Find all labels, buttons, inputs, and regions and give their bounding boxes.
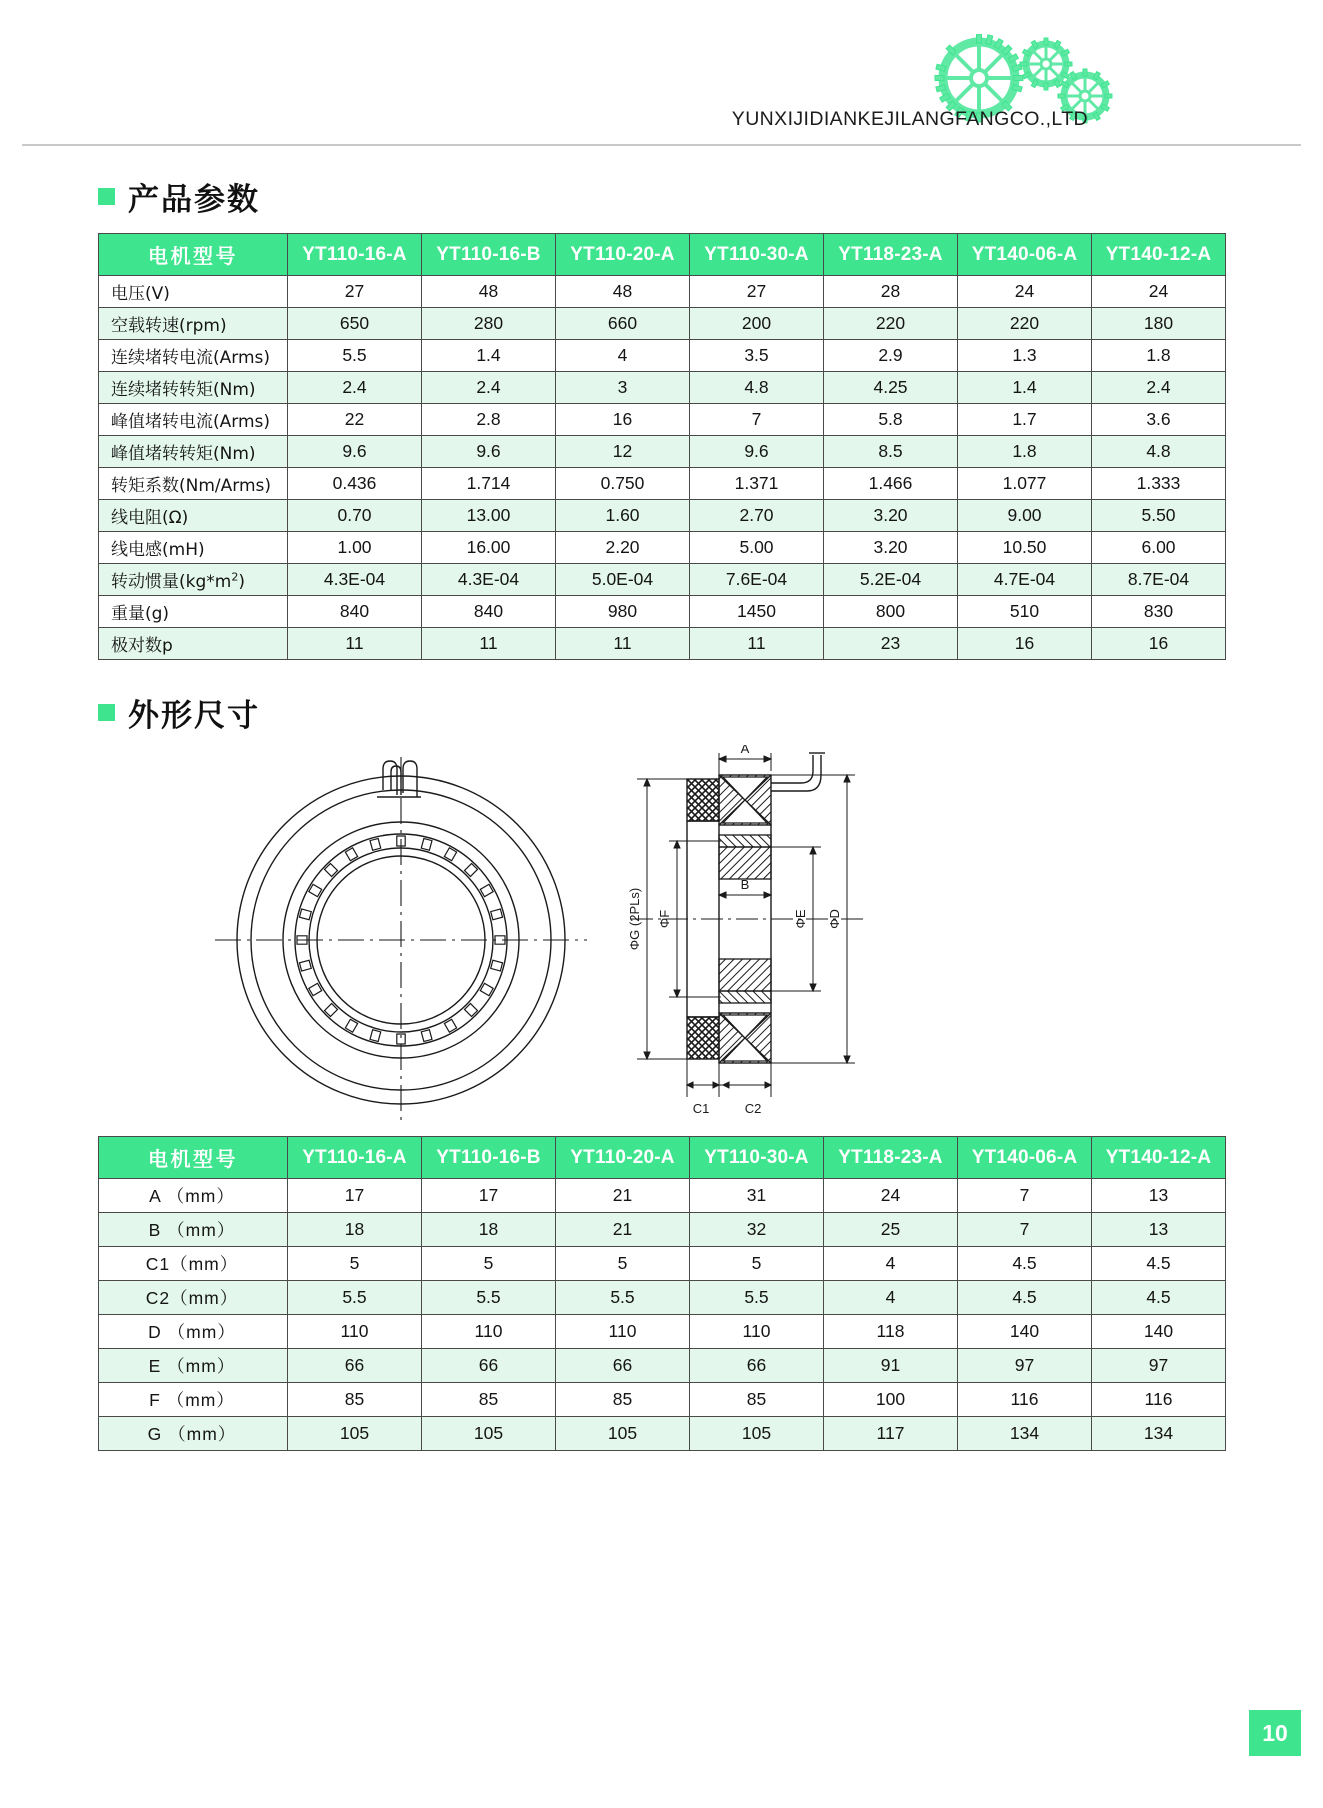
section-heading-dims <box>98 690 1323 735</box>
section-title-dims: 外形尺寸 <box>128 698 260 734</box>
column-header-yt118-23-a: YT118-23-A <box>824 234 958 276</box>
table-cell: 4.5 <box>958 1281 1092 1315</box>
table-cell: 0.436 <box>288 468 422 500</box>
table-cell: 8.5 <box>824 436 958 468</box>
product-parameters-table <box>98 233 1226 660</box>
table-cell: 118 <box>824 1315 958 1349</box>
column-header-yt110-16-a: YT110-16-A <box>288 234 422 276</box>
table-cell: 12 <box>556 436 690 468</box>
drawings-area <box>0 745 1323 1130</box>
table-cell: 4.8 <box>690 372 824 404</box>
row-label: 空载转速(rpm) <box>99 308 288 340</box>
row-label: B （mm） <box>99 1213 288 1247</box>
table-cell: 3 <box>556 372 690 404</box>
table-cell: 85 <box>288 1383 422 1417</box>
table-cell: 11 <box>690 628 824 660</box>
page-number-badge: 10 <box>1249 1710 1301 1756</box>
table-cell: 116 <box>1092 1383 1226 1417</box>
row-label: A （mm） <box>99 1179 288 1213</box>
table-row <box>99 436 1226 468</box>
table-cell: 3.5 <box>690 340 824 372</box>
table-cell: 28 <box>824 276 958 308</box>
table-cell: 4.5 <box>1092 1281 1226 1315</box>
table-cell: 22 <box>288 404 422 436</box>
table-cell: 8.7E-04 <box>1092 564 1226 596</box>
row-label: 转矩系数(Nm/Arms) <box>99 468 288 500</box>
table-cell: 1.8 <box>1092 340 1226 372</box>
table-header-row <box>99 1137 1226 1179</box>
table-cell: 17 <box>288 1179 422 1213</box>
frameless-motor-cross-section <box>625 745 925 1130</box>
table-row <box>99 1179 1226 1213</box>
table-cell: 134 <box>958 1417 1092 1451</box>
table-cell: 5 <box>422 1247 556 1281</box>
table-cell: 117 <box>824 1417 958 1451</box>
table-cell: 800 <box>824 596 958 628</box>
table-cell: 7 <box>958 1213 1092 1247</box>
page-header <box>0 0 1323 146</box>
row-label: C1（mm） <box>99 1247 288 1281</box>
table-cell: 220 <box>824 308 958 340</box>
table-cell: 100 <box>824 1383 958 1417</box>
table-cell: 9.00 <box>958 500 1092 532</box>
table-cell: 105 <box>690 1417 824 1451</box>
table-cell: 16 <box>556 404 690 436</box>
table-cell: 140 <box>1092 1315 1226 1349</box>
row-label: 转动惯量$(kg*m^2)$ <box>99 564 288 596</box>
section-title-params: 产品参数 <box>128 182 260 218</box>
table-cell: 1.4 <box>958 372 1092 404</box>
table-cell: 5.5 <box>556 1281 690 1315</box>
table-cell: 24 <box>824 1179 958 1213</box>
table-cell: 91 <box>824 1349 958 1383</box>
company-name: YUNXIJIDIANKEJILANGFANGCO.,LTD <box>731 108 1088 130</box>
table-cell: 4 <box>556 340 690 372</box>
table-row <box>99 1247 1226 1281</box>
table-cell: 134 <box>1092 1417 1226 1451</box>
table-cell: 13.00 <box>422 500 556 532</box>
square-bullet-icon <box>98 704 115 721</box>
table-row <box>99 1281 1226 1315</box>
row-label: G （mm） <box>99 1417 288 1451</box>
table-row <box>99 500 1226 532</box>
table-cell: 2.8 <box>422 404 556 436</box>
table-cell: 0.750 <box>556 468 690 500</box>
table-row <box>99 340 1226 372</box>
table-cell: 31 <box>690 1179 824 1213</box>
table-cell: 116 <box>958 1383 1092 1417</box>
table-cell: 16.00 <box>422 532 556 564</box>
row-label: C2（mm） <box>99 1281 288 1315</box>
table-cell: 85 <box>690 1383 824 1417</box>
row-label: 极对数p <box>99 628 288 660</box>
table-cell: 180 <box>1092 308 1226 340</box>
column-header-yt110-30-a: YT110-30-A <box>690 1137 824 1179</box>
table-row <box>99 308 1226 340</box>
table-cell: 16 <box>958 628 1092 660</box>
table-row <box>99 276 1226 308</box>
row-label: 连续堵转转矩(Nm) <box>99 372 288 404</box>
outline-dimensions-table <box>98 1136 1226 1451</box>
table-cell: 110 <box>422 1315 556 1349</box>
table-cell: 16 <box>1092 628 1226 660</box>
table-cell: 5.5 <box>288 340 422 372</box>
table-cell: 2.9 <box>824 340 958 372</box>
table-cell: 660 <box>556 308 690 340</box>
column-header-yt140-06-a: YT140-06-A <box>958 234 1092 276</box>
column-header-yt118-23-a: YT118-23-A <box>824 1137 958 1179</box>
table-row <box>99 628 1226 660</box>
table-cell: 13 <box>1092 1213 1226 1247</box>
table-cell: 7.6E-04 <box>690 564 824 596</box>
table-cell: 3.6 <box>1092 404 1226 436</box>
table-cell: 650 <box>288 308 422 340</box>
table-cell: 23 <box>824 628 958 660</box>
table-cell: 840 <box>422 596 556 628</box>
row-label: 重量(g) <box>99 596 288 628</box>
row-label: D （mm） <box>99 1315 288 1349</box>
table-cell: 5.00 <box>690 532 824 564</box>
table-cell: 66 <box>288 1349 422 1383</box>
table-cell: 4.25 <box>824 372 958 404</box>
callout-c1: C1 <box>692 1101 710 1116</box>
table-cell: 5.50 <box>1092 500 1226 532</box>
section-heading-params <box>98 174 1323 219</box>
row-label: 线电阻(Ω) <box>99 500 288 532</box>
table-cell: 3.20 <box>824 532 958 564</box>
table-cell: 1.714 <box>422 468 556 500</box>
table-cell: 9.6 <box>288 436 422 468</box>
callout-c2: C2 <box>744 1101 762 1116</box>
table-cell: 66 <box>556 1349 690 1383</box>
table-cell: 830 <box>1092 596 1226 628</box>
column-header-yt110-30-a: YT110-30-A <box>690 234 824 276</box>
table-cell: 110 <box>288 1315 422 1349</box>
table-row <box>99 1315 1226 1349</box>
table-cell: 110 <box>690 1315 824 1349</box>
column-header-model: 电机型号 <box>99 1137 288 1179</box>
table-row <box>99 1417 1226 1451</box>
table-cell: 85 <box>422 1383 556 1417</box>
table-row <box>99 532 1226 564</box>
table-cell: 13 <box>1092 1179 1226 1213</box>
table-cell: 27 <box>690 276 824 308</box>
table-cell: 200 <box>690 308 824 340</box>
table-row <box>99 1383 1226 1417</box>
table-row <box>99 564 1226 596</box>
table-cell: 97 <box>1092 1349 1226 1383</box>
row-label: E （mm） <box>99 1349 288 1383</box>
table-cell: 18 <box>288 1213 422 1247</box>
table-cell: 2.70 <box>690 500 824 532</box>
table-cell: 4.3E-04 <box>288 564 422 596</box>
table-cell: 7 <box>958 1179 1092 1213</box>
table-cell: 4 <box>824 1281 958 1315</box>
table-cell: 4.5 <box>1092 1247 1226 1281</box>
table-cell: 1.077 <box>958 468 1092 500</box>
table-cell: 5.8 <box>824 404 958 436</box>
square-bullet-icon <box>98 188 115 205</box>
table-cell: 21 <box>556 1179 690 1213</box>
row-label: 线电感(mH) <box>99 532 288 564</box>
frameless-motor-front-view <box>205 745 605 1130</box>
table-cell: 21 <box>556 1213 690 1247</box>
table-cell: 9.6 <box>690 436 824 468</box>
table-cell: 5 <box>288 1247 422 1281</box>
table-cell: 105 <box>556 1417 690 1451</box>
column-header-yt140-12-a: YT140-12-A <box>1092 1137 1226 1179</box>
table-cell: 27 <box>288 276 422 308</box>
table-row <box>99 372 1226 404</box>
table-cell: 105 <box>422 1417 556 1451</box>
table-row <box>99 1213 1226 1247</box>
table-cell: 280 <box>422 308 556 340</box>
column-header-yt110-20-a: YT110-20-A <box>556 1137 690 1179</box>
table-cell: 24 <box>958 276 1092 308</box>
table-cell: 5 <box>690 1247 824 1281</box>
table-cell: 32 <box>690 1213 824 1247</box>
table-cell: 4.8 <box>1092 436 1226 468</box>
table-cell: 5.5 <box>422 1281 556 1315</box>
callout-b: B <box>740 877 750 892</box>
table-cell: 1450 <box>690 596 824 628</box>
callout-phi-d: ΦD <box>827 909 842 929</box>
table-cell: 840 <box>288 596 422 628</box>
table-cell: 24 <box>1092 276 1226 308</box>
table-cell: 220 <box>958 308 1092 340</box>
row-label: 连续堵转电流(Arms) <box>99 340 288 372</box>
column-header-yt140-12-a: YT140-12-A <box>1092 234 1226 276</box>
column-header-yt110-20-a: YT110-20-A <box>556 234 690 276</box>
table-cell: 6.00 <box>1092 532 1226 564</box>
table-cell: 7 <box>690 404 824 436</box>
table-cell: 66 <box>422 1349 556 1383</box>
table-cell: 2.4 <box>422 372 556 404</box>
table-cell: 66 <box>690 1349 824 1383</box>
table-cell: 5 <box>556 1247 690 1281</box>
table-cell: 140 <box>958 1315 1092 1349</box>
table-cell: 1.00 <box>288 532 422 564</box>
header-divider <box>22 144 1301 146</box>
table-cell: 1.4 <box>422 340 556 372</box>
table-cell: 1.8 <box>958 436 1092 468</box>
callout-phi-f: ΦF <box>657 909 672 929</box>
table-cell: 10.50 <box>958 532 1092 564</box>
table-cell: 48 <box>422 276 556 308</box>
table-row <box>99 1349 1226 1383</box>
callout-phi-e: ΦE <box>793 909 808 929</box>
table-cell: 48 <box>556 276 690 308</box>
table-cell: 105 <box>288 1417 422 1451</box>
table-cell: 1.3 <box>958 340 1092 372</box>
table-cell: 1.60 <box>556 500 690 532</box>
table-cell: 2.4 <box>1092 372 1226 404</box>
table-cell: 4.3E-04 <box>422 564 556 596</box>
table-cell: 110 <box>556 1315 690 1349</box>
table-cell: 1.7 <box>958 404 1092 436</box>
table-cell: 1.466 <box>824 468 958 500</box>
table-cell: 85 <box>556 1383 690 1417</box>
table-cell: 5.2E-04 <box>824 564 958 596</box>
table-cell: 5.0E-04 <box>556 564 690 596</box>
table-cell: 25 <box>824 1213 958 1247</box>
column-header-yt110-16-a: YT110-16-A <box>288 1137 422 1179</box>
table-cell: 5.5 <box>690 1281 824 1315</box>
column-header-yt110-16-b: YT110-16-B <box>422 234 556 276</box>
table-cell: 980 <box>556 596 690 628</box>
table-cell: 4.5 <box>958 1247 1092 1281</box>
row-label: 电压(V) <box>99 276 288 308</box>
column-header-yt110-16-b: YT110-16-B <box>422 1137 556 1179</box>
table-cell: 4.7E-04 <box>958 564 1092 596</box>
table-cell: 5.5 <box>288 1281 422 1315</box>
table-row <box>99 596 1226 628</box>
table-cell: 97 <box>958 1349 1092 1383</box>
callout-a: A <box>740 745 750 756</box>
row-label: 峰值堵转转矩(Nm) <box>99 436 288 468</box>
table-cell: 2.4 <box>288 372 422 404</box>
table-cell: 510 <box>958 596 1092 628</box>
table-cell: 11 <box>288 628 422 660</box>
table-row <box>99 404 1226 436</box>
table-cell: 17 <box>422 1179 556 1213</box>
table-cell: 18 <box>422 1213 556 1247</box>
table-cell: 1.333 <box>1092 468 1226 500</box>
table-cell: 2.20 <box>556 532 690 564</box>
table-cell: 1.371 <box>690 468 824 500</box>
table-cell: 11 <box>422 628 556 660</box>
row-label: 峰值堵转电流(Arms) <box>99 404 288 436</box>
table-cell: 4 <box>824 1247 958 1281</box>
table-cell: 3.20 <box>824 500 958 532</box>
table-header-row <box>99 234 1226 276</box>
column-header-yt140-06-a: YT140-06-A <box>958 1137 1092 1179</box>
table-cell: 9.6 <box>422 436 556 468</box>
table-cell: 11 <box>556 628 690 660</box>
row-label: F （mm） <box>99 1383 288 1417</box>
column-header-model: 电机型号 <box>99 234 288 276</box>
table-row <box>99 468 1226 500</box>
callout-phi-g: ΦG (2PLs) <box>627 887 642 951</box>
table-cell: 0.70 <box>288 500 422 532</box>
